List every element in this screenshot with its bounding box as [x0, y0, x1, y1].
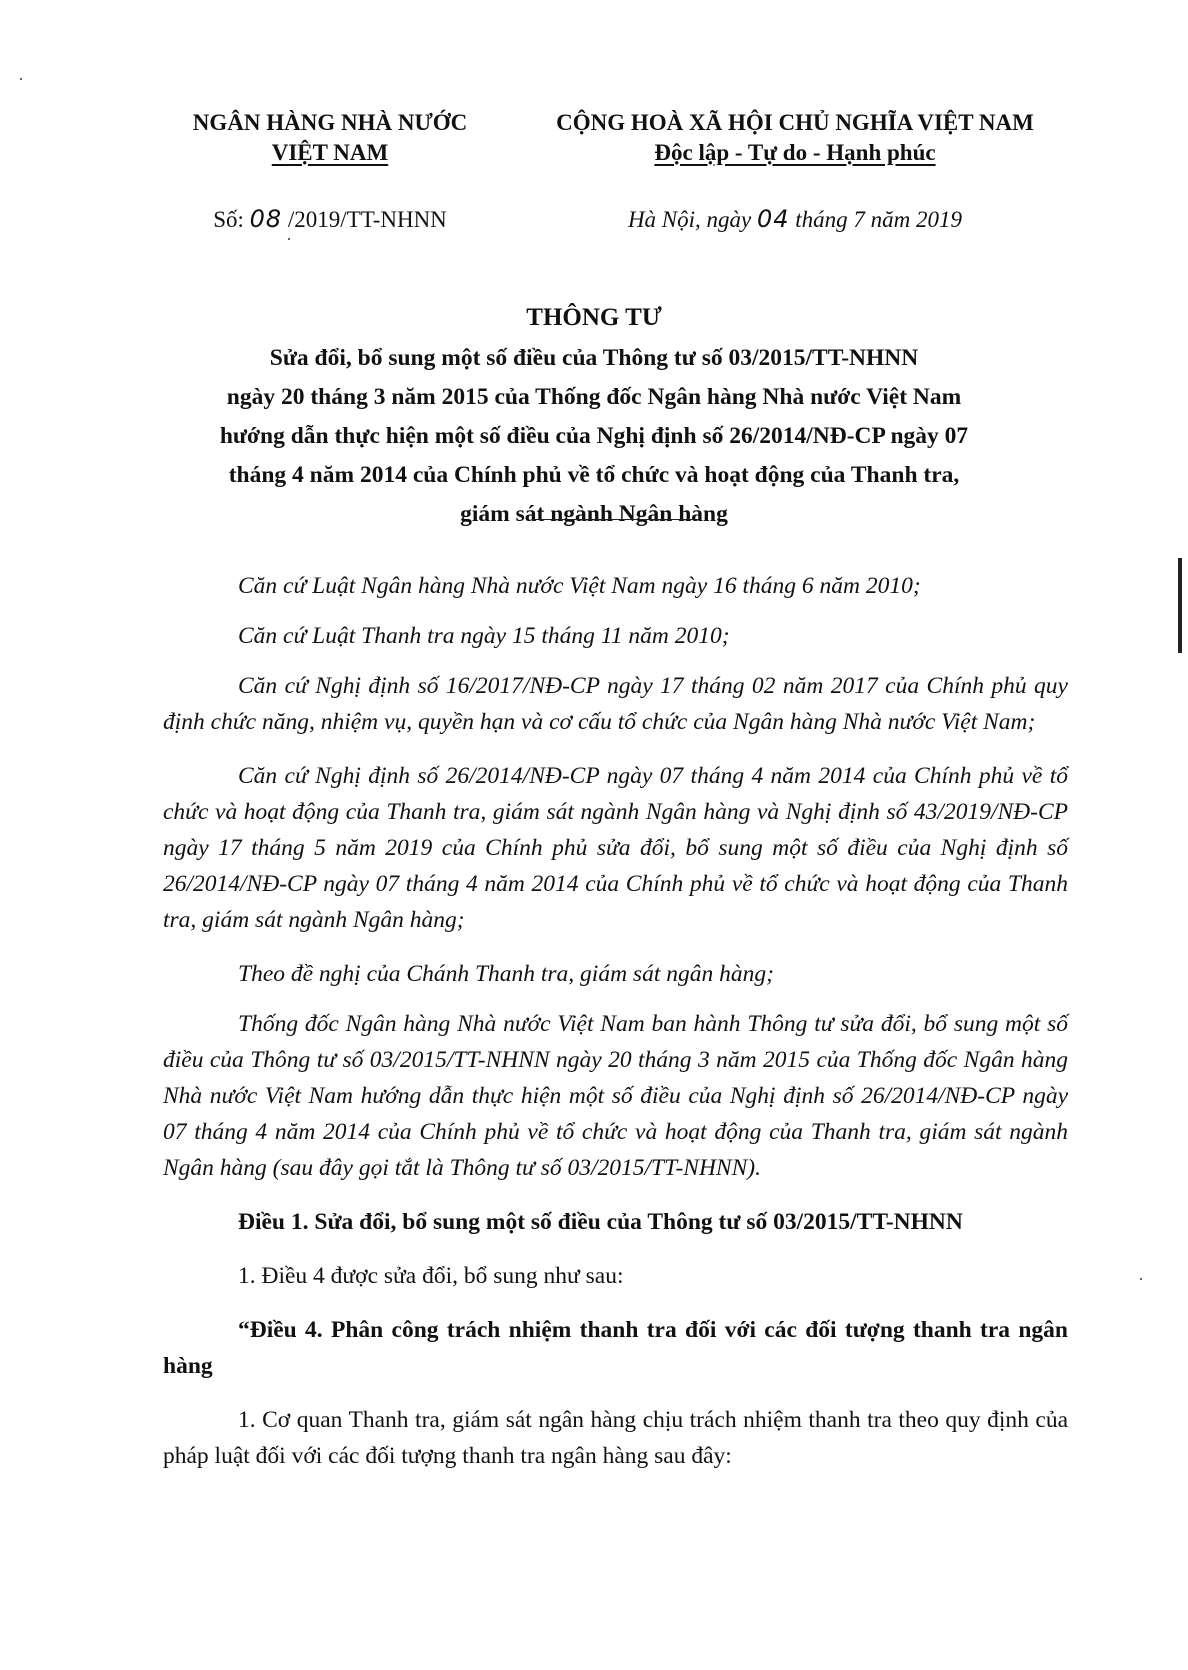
document-number: Số: 08 /2019/TT-NHNN [213, 205, 447, 233]
preamble-item: Thống đốc Ngân hàng Nhà nước Việt Nam ban hành Thông tư sửa đổi, bổ sung một số điều của Thông tư số 03/2015/TT-NHNN ngày 20 tháng 3 năm 2015 của Thống đốc Ngân hàng Nhà nước Việt Nam hướng dẫn thực hiện một số điều của Nghị định số 26/2014/NĐ-CP ngày 07 tháng 4 năm 2014 của Chính phủ về tổ chức và hoạt động của Thanh tra, giám sát ngành Ngân hàng (sau đây gọi tắt là Thông tư số 03/2015/TT-NHNN). [163, 1011, 1068, 1181]
national-motto: Độc lập - Tự do - Hạnh phúc [654, 140, 936, 165]
preamble-item: Căn cứ Nghị định số 16/2017/NĐ-CP ngày 17 tháng 02 năm 2017 của Chính phủ quy định chức năng, nhiệm vụ, quyền hạn và cơ cấu tổ chức của Ngân hàng Nhà nước Việt Nam; [163, 673, 1068, 735]
document-title [130, 298, 1058, 534]
title-line: hướng dẫn thực hiện một số điều của Nghị định số 26/2014/NĐ-CP ngày 07 [219, 423, 969, 449]
agency-name: NGÂN HÀNG NHÀ NƯỚC [192, 110, 468, 135]
preamble-item: Căn cứ Luật Ngân hàng Nhà nước Việt Nam ngày 16 tháng 6 năm 2010; [238, 573, 921, 599]
preamble-item: Theo đề nghị của Chánh Thanh tra, giám sát ngân hàng; [238, 961, 774, 987]
preamble-item: Căn cứ Luật Thanh tra ngày 15 tháng 11 năm 2010; [238, 623, 730, 649]
scan-edge-mark [1178, 558, 1182, 653]
title-line: ngày 20 tháng 3 năm 2015 của Thống đốc Ngân hàng Nhà nước Việt Nam [226, 384, 962, 410]
title-line: tháng 4 năm 2014 của Chính phủ về tổ chức và hoạt động của Thanh tra, [228, 462, 960, 488]
scan-speck [1140, 1278, 1142, 1280]
scan-speck [20, 78, 22, 80]
article-clause: 1. Cơ quan Thanh tra, giám sát ngân hàng chịu trách nhiệm thanh tra theo quy định của pháp luật đối với các đối tượng thanh tra ngân hàng sau đây: [163, 1407, 1068, 1469]
title-line: giám sát ngành Ngân hàng [460, 501, 728, 527]
quoted-article-heading: “Điều 4. Phân công trách nhiệm thanh tra đối với các đối tượng thanh tra ngân hàng [163, 1317, 1068, 1379]
scan-speck [288, 238, 290, 240]
title-divider [532, 519, 698, 520]
agency-country: VIỆT NAM [271, 140, 389, 165]
document-body [163, 568, 1068, 1492]
handwritten-number: 08 [249, 205, 283, 233]
handwritten-day: 04 [757, 205, 790, 233]
article-heading: Điều 1. Sửa đổi, bổ sung một số điều của Thông tư số 03/2015/TT-NHNN [238, 1209, 963, 1235]
title-line: Sửa đổi, bổ sung một số điều của Thông tư số 03/2015/TT-NHNN [269, 345, 919, 371]
nation-name: CỘNG HOÀ XÃ HỘI CHỦ NGHĨA VIỆT NAM [556, 110, 1034, 135]
document-type: THÔNG TƯ [526, 304, 662, 331]
national-heading [515, 108, 1075, 168]
article-item: 1. Điều 4 được sửa đổi, bổ sung như sau: [238, 1263, 624, 1289]
issuing-agency [150, 108, 510, 168]
document-date: Hà Nội, ngày 04 tháng 7 năm 2019 [627, 205, 963, 233]
preamble-item: Căn cứ Nghị định số 26/2014/NĐ-CP ngày 07 tháng 4 năm 2014 của Chính phủ về tổ chức và hoạt động của Thanh tra, giám sát ngành Ngân hàng và Nghị định số 43/2019/NĐ-CP ngày 17 tháng 5 năm 2019 của Chính phủ sửa đổi, bổ sung một số điều của Nghị định số 26/2014/NĐ-CP ngày 07 tháng 4 năm 2014 của Chính phủ về tổ chức và hoạt động của Thanh tra, giám sát ngành Ngân hàng; [163, 763, 1068, 933]
